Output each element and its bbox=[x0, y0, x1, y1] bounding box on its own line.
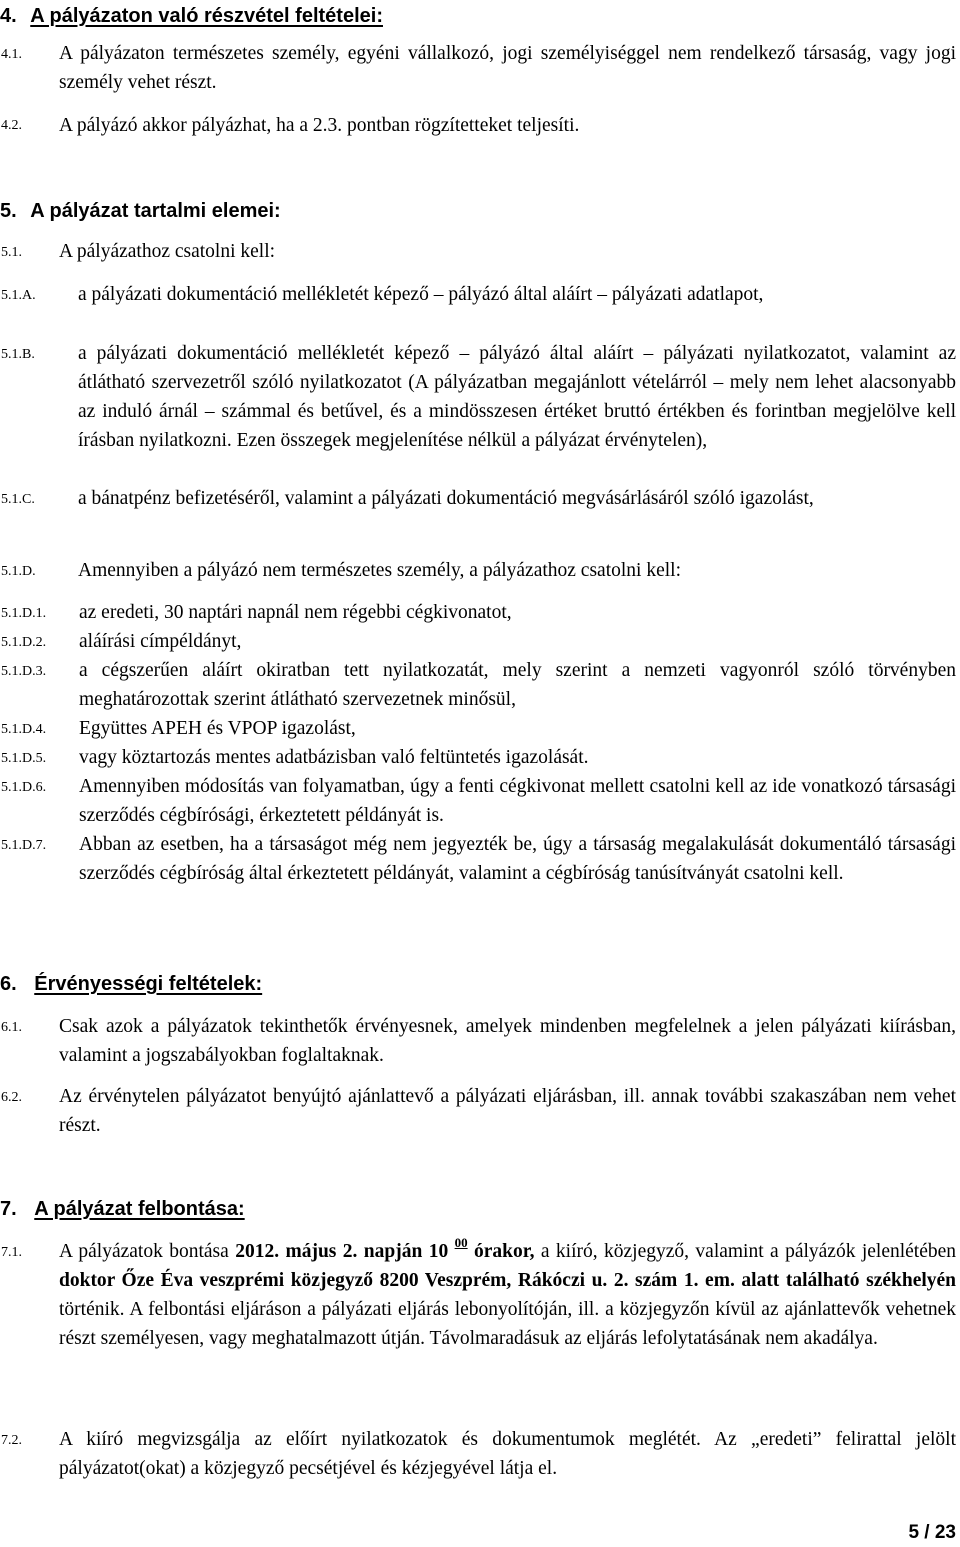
item-5-1-d-7-text: Abban az esetben, ha a társaságot még nem jegyezték be, úgy a társaság megalakulását dokumentáló társasági szerződés cégbíróság által érkeztetett példányát, valamint a cégbíróság tanúsítványát csatolni kell. bbox=[79, 834, 956, 884]
item-6-1-text: Csak azok a pályázatok tekinthetők érvényesnek, amelyek mindenben megfelelnek a jelen pályázati kiírásban, valamint a jogszabályokban foglaltaknak. bbox=[59, 1016, 956, 1066]
section-4-title: A pályázaton való részvétel feltételei: bbox=[30, 5, 383, 27]
section-6-heading bbox=[0, 972, 262, 996]
item-7-1-date: 2012. május 2. bbox=[235, 1241, 358, 1262]
item-6-2-number: 6.2. bbox=[1, 1090, 22, 1105]
item-7-1-presence: a kiíró, közjegyző, valamint a pályázók jelenlétében bbox=[540, 1241, 957, 1262]
item-5-1-d-1-text: az eredeti, 30 naptári napnál nem régebbi cégkivonatot, bbox=[79, 602, 512, 623]
item-5-1-c-text: a bánatpénz befizetéséről, valamint a pályázati dokumentáció megvásárlásáról szóló igazolást, bbox=[78, 488, 814, 509]
item-5-1-number: 5.1. bbox=[1, 245, 22, 260]
item-6-2-text: Az érvénytelen pályázatot benyújtó ajánlattevő a pályázati eljárásban, ill. annak további szakaszában nem vehet részt. bbox=[59, 1086, 956, 1136]
item-5-1-c-number: 5.1.C. bbox=[1, 492, 35, 507]
item-7-1-notary: doktor Őze Éva veszprémi közjegyző bbox=[59, 1270, 374, 1291]
item-7-1-day: napján 10 bbox=[363, 1241, 449, 1262]
item-5-1-a-text: a pályázati dokumentáció mellékletét képező – pályázó által aláírt – pályázati adatlapot, bbox=[78, 284, 764, 305]
item-7-1-body: történik. A felbontási eljáráson a pályázati eljárás lebonyolítóján, ill. a közjegyzőn kívül az ajánlattevők vehetnek részt személyesen, vagy meghatalmazott útján. Távolmaradásuk az eljárás lefolytatásának nem akadálya. bbox=[59, 1299, 956, 1349]
item-5-1-d-4-text: Együttes APEH és VPOP igazolást, bbox=[79, 718, 356, 739]
item-5-1-d-3-text: a cégszerűen aláírt okiratban tett nyilatkozatát, mely szerint a nemzeti vagyonról szóló törvényben meghatározottak szerint átlátható szervezetnek minősül, bbox=[79, 660, 956, 710]
item-5-1-a-number: 5.1.A. bbox=[1, 288, 36, 303]
item-5-1-d-1-number: 5.1.D.1. bbox=[1, 606, 47, 621]
section-7-heading bbox=[0, 1197, 245, 1221]
section-4-heading bbox=[0, 4, 383, 28]
section-6-title: Érvényességi feltételek: bbox=[34, 973, 263, 995]
section-4-number: 4. bbox=[0, 5, 17, 27]
item-7-2-text: A kiíró megvizsgálja az előírt nyilatkozatok és dokumentumok meglétét. Az „eredeti” felirattal jelölt pályázatot(okat) a közjegyző pecsétjével és kézjegyével látja el. bbox=[59, 1429, 956, 1479]
section-5-number: 5. bbox=[0, 200, 17, 222]
item-5-1-b-number: 5.1.B. bbox=[1, 347, 35, 362]
item-4-1-number: 4.1. bbox=[1, 47, 22, 62]
item-5-1-d-2-text: aláírási címpéldányt, bbox=[79, 631, 242, 652]
item-5-1-d-7-number: 5.1.D.7. bbox=[1, 838, 47, 853]
item-4-2-text: A pályázó akkor pályázhat, ha a 2.3. pontban rögzítetteket teljesíti. bbox=[59, 115, 580, 136]
item-5-1-d-2-number: 5.1.D.2. bbox=[1, 635, 47, 650]
item-7-2-number: 7.2. bbox=[1, 1433, 22, 1448]
item-7-1-text bbox=[59, 1237, 956, 1353]
item-5-1-b-text: a pályázati dokumentáció mellékletét képező – pályázó által aláírt – pályázati nyilatkozatot, valamint az átlátható szervezetről szóló nyilatkozatot (A pályázatban megajánlott vételárról – mely nem lehet alacsonyabb az induló árnál – számmal és betűvel, és a mindösszesen értéket bruttó értékben és forintban megjelölve kell írásban nyilatkozni. Ezen összegek megjelenítése nélkül a pályázat érvénytelen), bbox=[78, 343, 956, 451]
item-7-1-minutes: 00 bbox=[454, 1235, 468, 1250]
item-5-1-d-3-number: 5.1.D.3. bbox=[1, 664, 47, 679]
item-5-1-text: A pályázathoz csatolni kell: bbox=[59, 241, 276, 262]
item-7-1-intro: A pályázatok bontása bbox=[59, 1241, 229, 1262]
item-5-1-d-5-number: 5.1.D.5. bbox=[1, 751, 47, 766]
section-7-number: 7. bbox=[0, 1198, 17, 1220]
section-6-number: 6. bbox=[0, 973, 17, 995]
item-5-1-d-5-text: vagy köztartozás mentes adatbázisban való feltüntetés igazolását. bbox=[79, 747, 589, 768]
item-4-1-text: A pályázaton természetes személy, egyéni vállalkozó, jogi személyiséggel nem rendelkező társaság, vagy jogi személy vehet részt. bbox=[59, 43, 956, 93]
section-5-heading bbox=[0, 199, 281, 223]
item-5-1-d-6-text: Amennyiben módosítás van folyamatban, úgy a fenti cégkivonat mellett csatolni kell az ide vonatkozó társasági szerződés cégbírósági, érkeztetett példányát is. bbox=[79, 776, 956, 826]
item-5-1-d-4-number: 5.1.D.4. bbox=[1, 722, 47, 737]
item-5-1-d-text: Amennyiben a pályázó nem természetes személy, a pályázathoz csatolni kell: bbox=[78, 560, 681, 581]
item-7-1-address-2: Rákóczi u. 2. szám 1. em. alatt található székhelyén bbox=[517, 1270, 957, 1291]
item-7-1-hour: órakor, bbox=[474, 1241, 535, 1262]
item-7-1-number: 7.1. bbox=[1, 1245, 22, 1260]
page-number: 5 / 23 bbox=[908, 1522, 956, 1543]
section-5-title: A pályázat tartalmi elemei: bbox=[30, 200, 281, 222]
item-7-1-address-1: 8200 Veszprém, bbox=[379, 1270, 512, 1291]
item-6-1-number: 6.1. bbox=[1, 1020, 22, 1035]
item-5-1-d-6-number: 5.1.D.6. bbox=[1, 780, 47, 795]
item-5-1-d-number: 5.1.D. bbox=[1, 564, 36, 579]
item-4-2-number: 4.2. bbox=[1, 118, 22, 133]
section-7-title: A pályázat felbontása: bbox=[34, 1198, 245, 1220]
